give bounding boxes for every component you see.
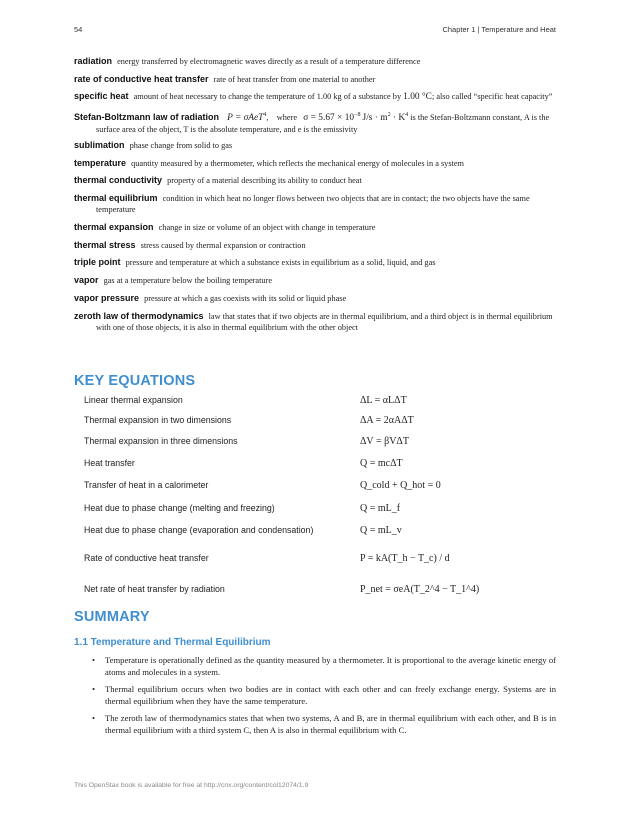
summary-bullet [74, 683, 556, 707]
sigma-units-exponent: 2 [387, 112, 391, 119]
equation-formula: ΔL = αLΔT [360, 395, 407, 406]
glossary-entry [74, 275, 556, 287]
glossary-definition: change in size or volume of an object with change in temperature [158, 223, 376, 233]
glossary-definition: property of a material describing its ability to conduct heat [167, 176, 362, 186]
glossary-term: thermal expansion [74, 222, 154, 233]
equation-formula: ΔA = 2αAΔT [360, 415, 414, 426]
glossary-term: rate of conductive heat transfer [74, 73, 209, 84]
equation-label: Net rate of heat transfer by radiation [84, 584, 225, 594]
bullet-text: The zeroth law of thermodynamics states that when two systems, A and B, are in thermal equilibrium with each other, and B is in thermal equilibrium with a third system C, then A is also in thermal equilibrium with C. [105, 713, 556, 735]
stefan-boltzmann-formula: P = σAeT [227, 112, 264, 123]
glossary-entry [74, 311, 556, 334]
sigma-exponent: −8 [354, 112, 361, 119]
glossary-definition: energy transferred by electromagnetic waves directly as a result of a temperature difference [117, 57, 421, 66]
where-word: where [276, 112, 298, 122]
glossary-term: thermal equilibrium [74, 192, 158, 203]
glossary-entry [74, 74, 556, 86]
glossary-term: vapor [74, 275, 99, 286]
summary-section-heading: 1.1 Temperature and Thermal Equilibrium [74, 637, 271, 648]
glossary-term: temperature [74, 157, 127, 168]
glossary-definition: stress caused by thermal expansion or contraction [140, 240, 306, 250]
bullet-dot: • [92, 655, 96, 665]
equation-formula: ΔV = βVΔT [360, 436, 409, 447]
glossary-definition: pressure at which a gas coexists with its solid or liquid phase [144, 293, 347, 303]
glossary-definition: quantity measured by a thermometer, which reflects the mechanical energy of molecules in a system [131, 158, 464, 168]
equation-formula: P_net = σeA(T_2^4 − T_1^4) [360, 584, 480, 595]
bullet-dot: • [92, 713, 96, 723]
equation-label: Linear thermal expansion [84, 395, 183, 405]
equation-label: Heat due to phase change (evaporation and condensation) [84, 525, 314, 535]
glossary-term: Stefan-Boltzmann law of radiation [74, 111, 220, 122]
equation-formula: Q = mL_v [360, 525, 402, 536]
equation-formula: Q = mcΔT [360, 458, 403, 469]
equation-label: Heat due to phase change (melting and freezing) [84, 503, 275, 513]
glossary-definition: is the Stefan-Boltzmann constant, A is the surface area of the object, T is the absolute temperature, and e is the emissivity [96, 112, 550, 135]
bullet-dot: • [92, 684, 96, 694]
glossary-entry [74, 257, 556, 269]
temperature-value: 1.00 °C [403, 92, 432, 103]
equation-formula: Q_cold + Q_hot = 0 [360, 480, 441, 491]
sigma-kelvin-exponent: 4 [405, 112, 409, 119]
formula-exponent: 4 [263, 112, 267, 119]
key-equations-heading: KEY EQUATIONS [74, 373, 196, 389]
glossary-term: zeroth law of thermodynamics [74, 310, 204, 321]
equation-label: Transfer of heat in a calorimeter [84, 480, 209, 490]
equation-formula: P = kA(T_h − T_c) / d [360, 553, 450, 564]
glossary-entry [74, 140, 556, 152]
glossary-term: specific heat [74, 91, 129, 102]
summary-heading: SUMMARY [74, 609, 150, 625]
glossary-definition: phase change from solid to gas [129, 140, 233, 150]
footer-note: This OpenStax book is available for free at http://cnx.org/content/col12074/1.9 [74, 782, 309, 789]
bullet-text: Temperature is operationally defined as the quantity measured by a thermometer. It is proportional to the average kinetic energy of atoms and molecules in a system. [105, 655, 556, 677]
glossary-definition: amount of heat necessary to change the temperature of 1.00 kg of a substance by [133, 92, 402, 102]
glossary-term: triple point [74, 257, 121, 268]
glossary-entry [74, 91, 556, 104]
glossary [74, 56, 556, 340]
bullet-text: Thermal equilibrium occurs when two bodies are in contact with each other and can freely exchange energy. Systems are in thermal equilibrium when they have the same temperature. [105, 684, 556, 706]
sigma-units-kelvin: · K [390, 112, 406, 123]
glossary-definition: pressure and temperature at which a substance exists in equilibrium as a solid, liquid, and gas [125, 258, 436, 268]
glossary-term: radiation [74, 56, 113, 66]
equation-label: Heat transfer [84, 458, 135, 468]
equation-formula: Q = mL_f [360, 503, 401, 514]
page-number: 54 [74, 25, 83, 34]
equation-label: Rate of conductive heat transfer [84, 553, 209, 563]
glossary-entry [74, 222, 556, 234]
glossary-definition-tail: ; also called “specific heat capacity” [431, 92, 553, 102]
glossary-definition: gas at a temperature below the boiling temperature [103, 276, 272, 286]
equation-label: Thermal expansion in three dimensions [84, 436, 238, 446]
glossary-term: sublimation [74, 139, 125, 150]
glossary-entry [74, 175, 556, 187]
glossary-entry [74, 56, 556, 68]
glossary-entry: Stefan-Boltzmann law of radiation P = σAeT$^4$, where $\sigma = 5.67 \times 10^{-8}$ $J/s \cdot m^2 \cdot K^4$ is the Stefan-Boltzmann constant, A is the surface area of the object, T is the absolute temperature, and e is the emissivity [74, 111, 550, 135]
glossary-term: thermal stress [74, 239, 136, 250]
glossary-entry [74, 158, 556, 170]
glossary-definition: law that states that if two objects are in thermal equilibrium, and a third object is in thermal equilibrium with one of those objects, it is also in thermal equilibrium with the other object [96, 311, 553, 333]
glossary-entry [74, 193, 556, 216]
summary-bullet [74, 712, 556, 736]
glossary-entry [74, 240, 556, 252]
glossary-term: thermal conductivity [74, 175, 163, 186]
glossary-definition: condition in which heat no longer flows between two objects that are in contact; the two objects have the same temperature [96, 193, 530, 215]
equation-label: Thermal expansion in two dimensions [84, 415, 232, 425]
glossary-entry [74, 293, 556, 305]
glossary-term: vapor pressure [74, 292, 140, 303]
glossary-definition: rate of heat transfer from one material to another [213, 74, 376, 84]
summary-bullets [74, 654, 556, 741]
sigma-value: σ = 5.67 × 10 [303, 112, 355, 123]
summary-bullet [74, 654, 556, 678]
sigma-units: J/s · m [362, 112, 388, 123]
chapter-title: Chapter 1 | Temperature and Heat [442, 25, 556, 34]
